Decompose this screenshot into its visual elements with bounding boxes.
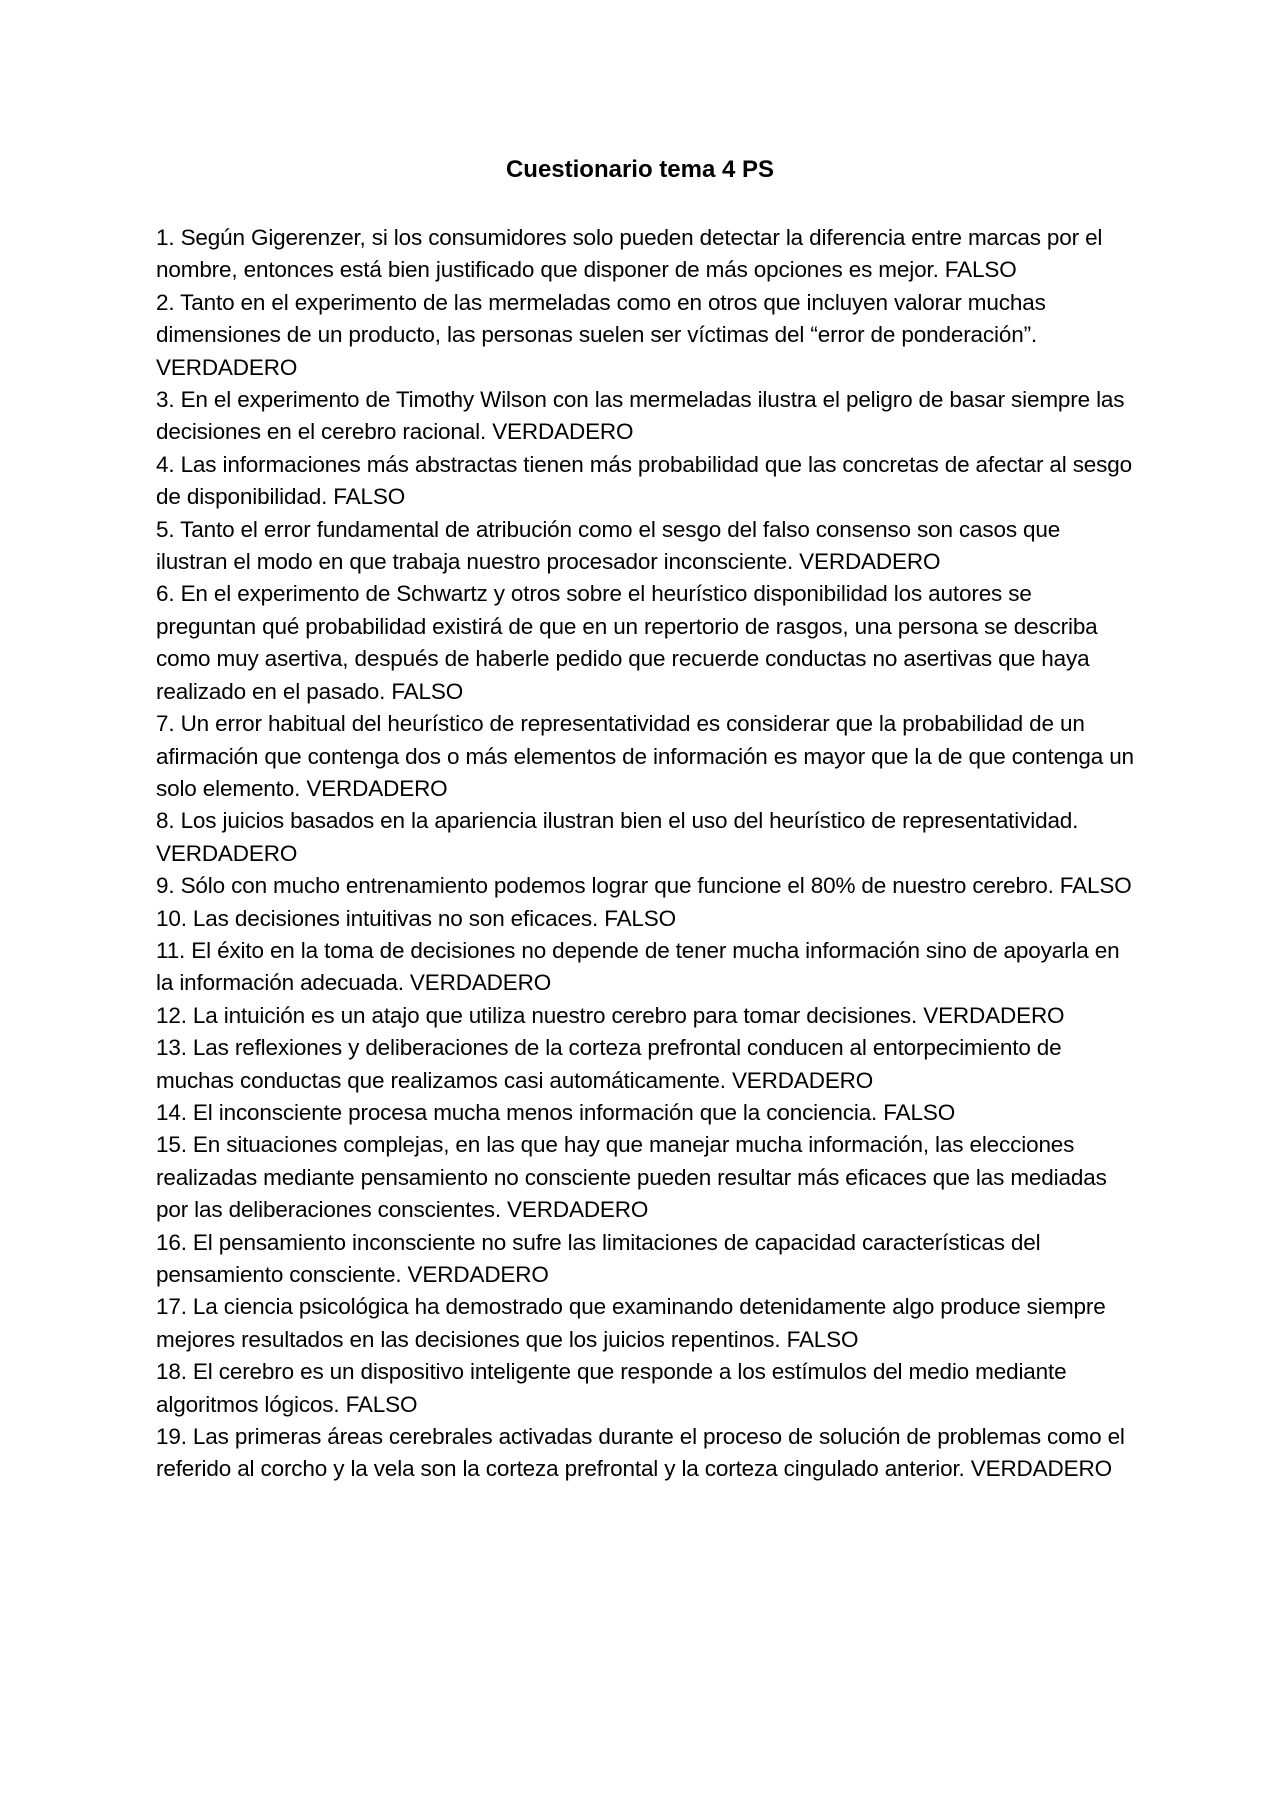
question-16: 16. El pensamiento inconsciente no sufre las limitaciones de capacidad características del pensamiento consciente. VERDADERO — [156, 1229, 1041, 1287]
document-title: Cuestionario tema 4 PS — [505, 156, 775, 183]
question-17: 17. La ciencia psicológica ha demostrado que examinando detenidamente algo produce siempre mejores resultados en las decisiones que los juicios repentinos. FALSO — [156, 1294, 1106, 1352]
question-4: 4. Las informaciones más abstractas tienen más probabilidad que las concretas de afectar al sesgo de disponibilidad. FALSO — [156, 451, 1132, 510]
question-19: 19. Las primeras áreas cerebrales activadas durante el proceso de solución de problemas como el referido al corcho y la vela son la corteza prefrontal y la corteza cingulado anterior. VERDADERO — [156, 1424, 1125, 1482]
question-15: 15. En situaciones complejas, en las que hay que manejar mucha información, las elecciones realizadas mediante pensamiento no consciente pueden resultar más eficaces que las mediadas por las deliberaciones conscientes. VERDADERO — [156, 1132, 1107, 1223]
question-9: 9. Sólo con mucho entrenamiento podemos lograr que funcione el 80% de nuestro cerebro. FALSO — [156, 873, 1132, 899]
question-18: 18. El cerebro es un dispositivo inteligente que responde a los estímulos del medio mediante algoritmos lógicos. FALSO — [156, 1359, 1067, 1417]
question-8: 8. Los juicios basados en la apariencia ilustran bien el uso del heurístico de representatividad. VERDADERO — [156, 808, 1079, 866]
question-6: 6. En el experimento de Schwartz y otros sobre el heurístico disponibilidad los autores se preguntan qué probabilidad existirá de que en un repertorio de rasgos, una persona se describa como muy asertiva, después de haberle pedido que recuerde conductas no asertivas que haya realizado en el pasado. FALSO — [156, 581, 1098, 704]
question-12: 12. La intuición es un atajo que utiliza nuestro cerebro para tomar decisiones. VERDADERO — [156, 1002, 1065, 1028]
question-14: 14. El inconsciente procesa mucha menos información que la conciencia. FALSO — [156, 1099, 956, 1125]
question-list — [156, 222, 1136, 1486]
question-10: 10. Las decisiones intuitivas no son eficaces. FALSO — [156, 905, 676, 931]
question-11: 11. El éxito en la toma de decisiones no depende de tener mucha información sino de apoyarla en la información adecuada. VERDADERO — [156, 937, 1120, 996]
question-13: 13. Las reflexiones y deliberaciones de la corteza prefrontal conducen al entorpecimiento de muchas conductas que realizamos casi automáticamente. VERDADERO — [156, 1035, 1062, 1093]
question-3: 3. En el experimento de Timothy Wilson con las mermeladas ilustra el peligro de basar siempre las decisiones en el cerebro racional. VERDADERO — [156, 387, 1125, 445]
question-5: 5. Tanto el error fundamental de atribución como el sesgo del falso consenso son casos que ilustran el modo en que trabaja nuestro procesador inconsciente. VERDADERO — [156, 516, 1061, 575]
question-7: 7. Un error habitual del heurístico de representatividad es considerar que la probabilidad de un afirmación que contenga dos o más elementos de información es mayor que la de que contenga un solo elemento. VERDADERO — [156, 711, 1134, 801]
question-1: 1. Según Gigerenzer, si los consumidores solo pueden detectar la diferencia entre marcas por el nombre, entonces está bien justificado que disponer de más opciones es mejor. FALSO — [156, 225, 1103, 283]
question-2: 2. Tanto en el experimento de las mermeladas como en otros que incluyen valorar muchas dimensiones de un producto, las personas suelen ser víctimas del “error de ponderación”. VERDADERO — [156, 289, 1046, 380]
